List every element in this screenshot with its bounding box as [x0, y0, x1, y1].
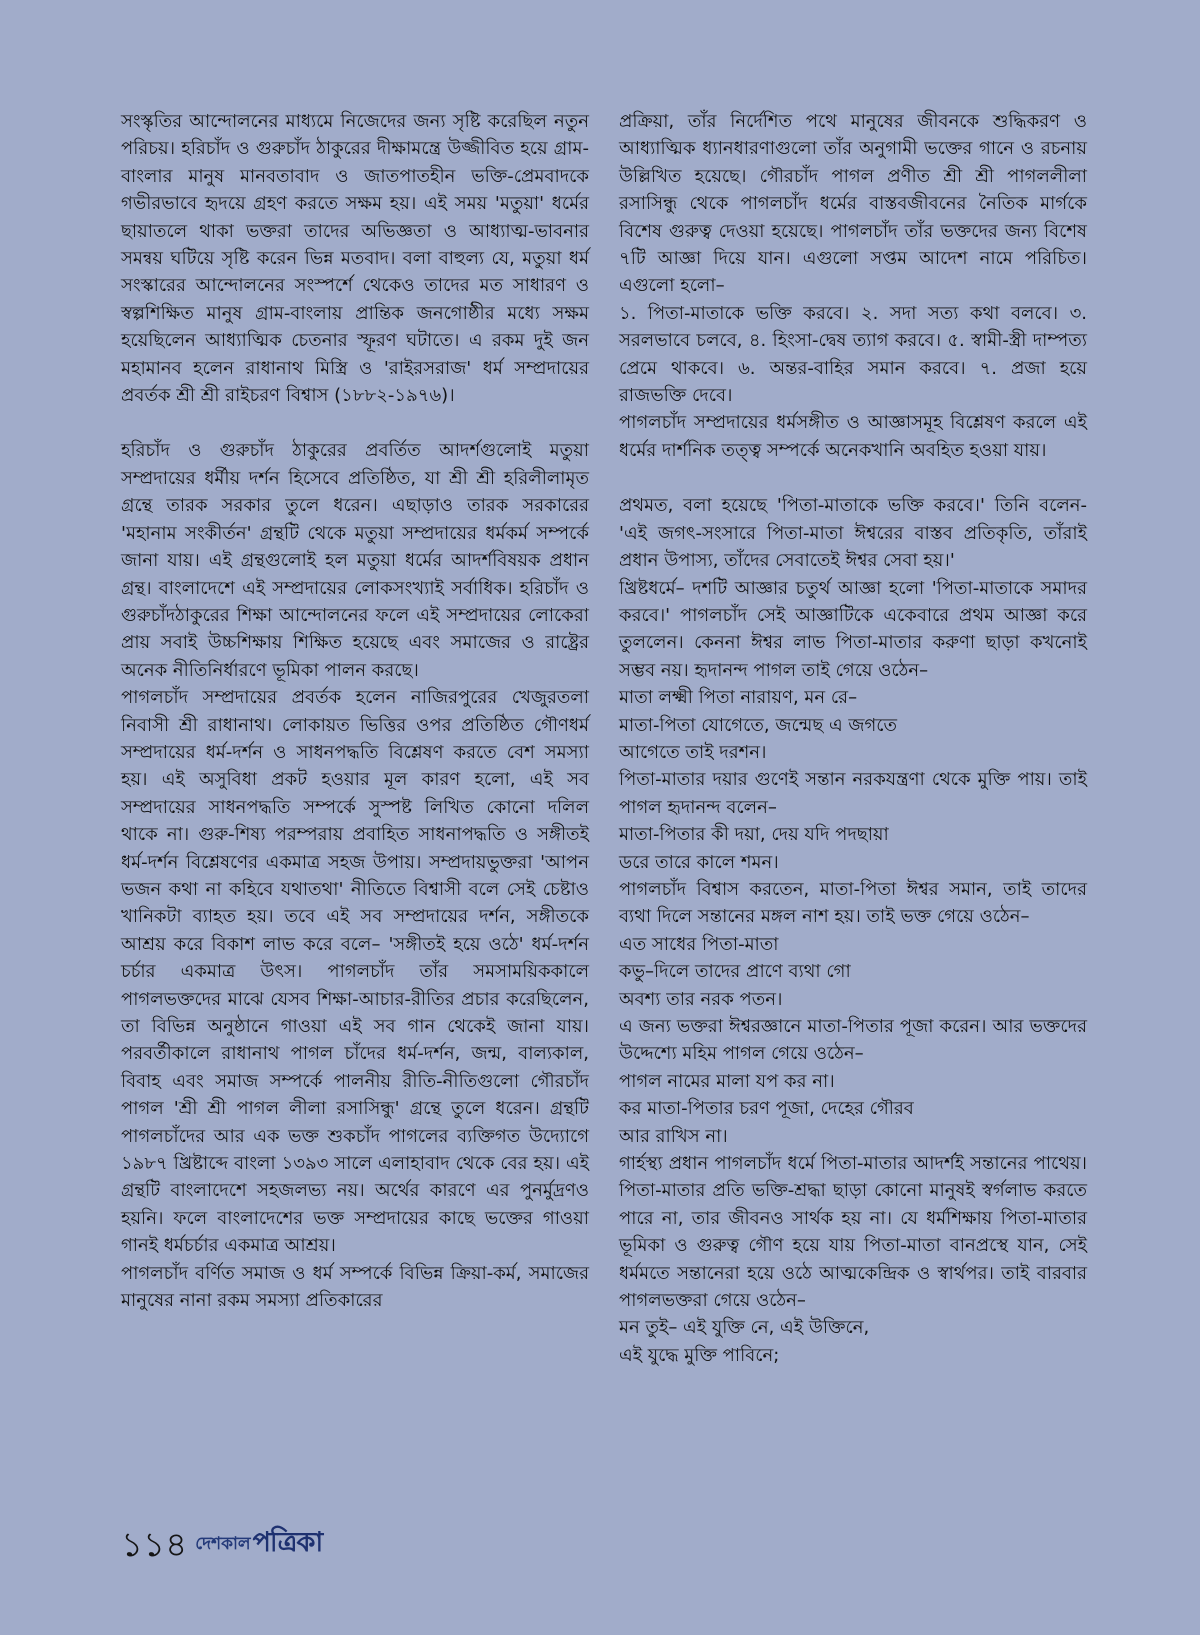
verse-line: অবশ্য তার নরক পতন। — [619, 988, 783, 1010]
verse-line: মাতা-পিতা যোগেতে, জন্মেছ এ জগতে — [619, 714, 897, 736]
verse-line: এত সাধের পিতা-মাতা — [619, 933, 779, 955]
paragraph: সংস্কৃতির আন্দোলনের মাধ্যমে নিজেদের জন্য সৃষ্টি করেছিল নতুন পরিচয়। হরিচাঁদ ও গুরুচাঁদ ঠাকুরের দীক্ষামন্ত্রে উজ্জীবিত হয়ে গ্রাম-বাংলার মানুষ মানবতাবাদ ও জাতপাতহীন ভক্তি-প্রেমবাদকে গভীরভাবে হৃদয়ে গ্রহণ করতে সক্ষম হয়। এই সময় 'মতুয়া' ধর্মের ছায়াতলে থাকা ভক্তরা তাদের অভিজ্ঞতা ও আধ্যাত্ম-ভাবনার সমন্বয় ঘটিয়ে সৃষ্টি করেন ভিন্ন মতবাদ। বলা বাহুল্য যে, মতুয়া ধর্ম সংস্কারের আন্দোলনের সংস্পর্শে থেকেও তাদের মত সাধারণ ও স্বল্পশিক্ষিত মানুষ গ্রাম-বাংলায় প্রান্তিক জনগোষ্ঠীর মধ্যে সক্ষম হয়েছিলেন আধ্যাত্মিক চেতনার স্ফূরণ ঘটাতে। এ রকম দুই জন মহামানব হলেন রাধানাথ মিস্ত্রি ও 'রাইরসরাজ' ধর্ম সম্প্রদায়ের প্রবর্তক শ্রী শ্রী রাইচরণ বিশ্বাস (১৮৮২-১৯৭৬)। — [121, 111, 589, 407]
verse-line: মাতা লক্ষ্মী পিতা নারায়ণ, মন রে– — [619, 687, 858, 709]
paragraph: খ্রিষ্টধর্মে– দশটি আজ্ঞার চতুর্থ আজ্ঞা হলো 'পিতা-মাতাকে সমাদর করবে।' পাগলচাঁদ সেই আজ্ঞাটিকে একেবারে প্রথম আজ্ঞা করে তুললেন। কেননা ঈশ্বর লাভ পিতা-মাতার করুণা ছাড়া কখনোই সম্ভব নয়। হৃদানন্দ পাগল তাই গেয়ে ওঠেন– — [619, 577, 1087, 681]
paragraph: প্রক্রিয়া, তাঁর নির্দেশিত পথে মানুষের জীবনকে শুদ্ধিকরণ ও আধ্যাত্মিক ধ্যানধারণাগুলো তাঁর অনুগামী ভক্তের গানে ও রচনায় উল্লিখিত হয়েছে। গৌরচাঁদ পাগল প্রণীত শ্রী শ্রী পাগললীলা রসাসিন্ধু থেকে পাগলচাঁদ ধর্মের বাস্তবজীবনের নৈতিক মার্গকে বিশেষ গুরুত্ব দেওয়া হয়েছে। পাগলচাঁদ তাঁর ভক্তদের জন্য বিশেষ ৭টি আজ্ঞা দিয়ে যান। এগুলো সপ্তম আদেশ নামে পরিচিত। এগুলো হলো– — [619, 111, 1087, 297]
paragraph: পাগলচাঁদ বিশ্বাস করতেন, মাতা-পিতা ঈশ্বর সমান, তাই তাদের ব্যথা দিলে সন্তানের মঙ্গল নাশ হয়। তাই ভক্ত গেয়ে ওঠেন– — [619, 878, 1087, 928]
paragraph: পিতা-মাতার দয়ার গুণেই সন্তান নরকযন্ত্রণা থেকে মুক্তি পায়। তাই পাগল হৃদানন্দ বলেন– — [619, 769, 1087, 818]
logo-small-text: দেশকাল — [195, 1533, 251, 1554]
verse-line: কভু–দিলে তাদের প্রাণে ব্যথা গো — [619, 961, 851, 983]
commandments-list: ১. পিতা-মাতাকে ভক্তি করবে। ২. সদা সত্য কথা বলবে। ৩. সরলভাবে চলবে, ৪. হিংসা-দ্বেষ ত্যাগ করবে। ৫. স্বামী-স্ত্রী দাম্পত্য প্রেমে থাকবে। ৬. অন্তর-বাহির সমান করবে। ৭. প্রজা হয়ে রাজভক্তি দেবে। — [619, 302, 1087, 407]
paragraph: পাগলচাঁদ সম্প্রদায়ের ধর্মসঙ্গীত ও আজ্ঞাসমূহ বিশ্লেষণ করলে এই ধর্মের দার্শনিক তত্ত্ব সম্পর্কে অনেকখানি অবহিত হওয়া যায়। — [619, 412, 1087, 461]
paragraph: এ জন্য ভক্তরা ঈশ্বরজ্ঞানে মাতা-পিতার পূজা করেন। আর ভক্তদের উদ্দেশ্যে মহিম পাগল গেয়ে ওঠেন– — [619, 1016, 1087, 1065]
paragraph: পাগলচাঁদ সম্প্রদায়ের প্রবর্তক হলেন নাজিরপুরের খেজুরতলা নিবাসী শ্রী রাধানাথ। লোকায়ত ভিত্তির ওপর প্রতিষ্ঠিত গৌণধর্ম সম্প্রদায়ের ধর্ম-দর্শন ও সাধনপদ্ধতি বিশ্লেষণ করতে বেশ সমস্যা হয়। এই অসুবিধা প্রকট হওয়ার মূল কারণ হলো, এই সব সম্প্রদায়ের সাধনপদ্ধতি সম্পর্কে সুস্পষ্ট লিখিত কোনো দলিল থাকে না। গুরু-শিষ্য পরম্পরায় প্রবাহিত সাধনাপদ্ধতি ও সঙ্গীতই ধর্ম-দর্শন বিশ্লেষণের একমাত্র সহজ উপায়। সম্প্রদায়ভুক্তরা 'আপন ভজন কথা না কহিবে যথাতথা' নীতিতে বিশ্বাসী বলে সেই চেষ্টাও খানিকটা ব্যাহত হয়। তবে এই সব সম্প্রদায়ের দর্শন, সঙ্গীতকে আশ্রয় করে বিকাশ লাভ করে বলে– 'সঙ্গীতই হয়ে ওঠে' ধর্ম-দর্শন চর্চার একমাত্র উৎস। পাগলচাঁদ তাঁর সমসাময়িককালে পাগলভক্তদের মাঝে যেসব শিক্ষা-আচার-রীতির প্রচার করেছিলেন, তা বিভিন্ন অনুষ্ঠানে গাওয়া এই সব গান থেকেই জানা যায়। পরবর্তীকালে রাধানাথ পাগল চাঁদের ধর্ম-দর্শন, জন্ম, বাল্যকাল, বিবাহ এবং সমাজ সম্পর্কে পালনীয় রীতি-নীতিগুলো গৌরচাঁদ পাগল 'শ্রী শ্রী পাগল লীলা রসাসিন্ধু' গ্রন্থে তুলে ধরেন। গ্রন্থটি পাগলচাঁদের আর এক ভক্ত শুকচাঁদ পাগলের ব্যক্তিগত উদ্যোগে ১৯৮৭ খ্রিষ্টাব্দে বাংলা ১৩৯৩ সালে এলাহাবাদ থেকে বের হয়। এই গ্রন্থটি বাংলাদেশে সহজলভ্য নয়। অর্থের কারণে এর পুনর্মুদ্রণও হয়নি। ফলে বাংলাদেশের ভক্ত সম্প্রদায়ের কাছে ভক্তের গাওয়া গানই ধর্মচর্চার একমাত্র আশ্রয়। — [121, 687, 589, 1257]
verse-line: ডরে তারে কালে শমন। — [619, 851, 779, 873]
magazine-logo — [195, 1522, 322, 1567]
verse-line: আর রাখিস না। — [619, 1125, 728, 1147]
verse-line: মন তুই– এই যুক্তি নে, এই উক্তিনে, — [619, 1317, 870, 1339]
paragraph: পাগলচাঁদ বর্ণিত সমাজ ও ধর্ম সম্পর্কে বিভিন্ন ক্রিয়া-কর্ম, সমাজের মানুষের নানা রকম সমস্যা প্রতিকারের — [121, 1262, 589, 1312]
paragraph: প্রথমত, বলা হয়েছে 'পিতা-মাতাকে ভক্তি করবে।' তিনি বলেন- 'এই জগৎ-সংসারে পিতা-মাতা ঈশ্বরের বাস্তব প্রতিকৃতি, তাঁরাই প্রধান উপাস্য, তাঁদের সেবাতেই ঈশ্বর সেবা হয়।' — [619, 495, 1087, 572]
page-footer — [121, 1522, 322, 1567]
left-column — [121, 108, 589, 1314]
right-column — [619, 108, 1087, 1369]
verse-line: আগেতে তাই দরশন। — [619, 741, 767, 763]
verse-line: কর মাতা-পিতার চরণ পূজা, দেহের গৌরব — [619, 1098, 914, 1120]
verse-line: মাতা-পিতার কী দয়া, দেয় যদি পদছায়া — [619, 824, 889, 846]
paragraph: হরিচাঁদ ও গুরুচাঁদ ঠাকুরের প্রবর্তিত আদর্শগুলোই মতুয়া সম্প্রদায়ের ধর্মীয় দর্শন হিসেবে প্রতিষ্ঠিত, যা শ্রী শ্রী হরিলীলামৃত গ্রন্থে তারক সরকার তুলে ধরেন। এছাড়াও তারক সরকারের 'মহানাম সংকীর্তন' গ্রন্থটি থেকে মতুয়া সম্প্রদায়ের ধর্মকর্ম সম্পর্কে জানা যায়। এই গ্রন্থগুলোই হল মতুয়া ধর্মের আদর্শবিষয়ক প্রধান গ্রন্থ। বাংলাদেশে এই সম্প্রদায়ের লোকসংখ্যাই সর্বাধিক। হরিচাঁদ ও গুরুচাঁদঠাকুরের শিক্ষা আন্দোলনের ফলে এই সম্প্রদায়ের লোকেরা প্রায় সবাই উচ্চশিক্ষায় শিক্ষিত হয়েছে এবং সমাজের ও রাষ্ট্রের অনেক নীতিনির্ধারণে ভূমিকা পালন করছে। — [121, 440, 589, 681]
page-number: ১১৪ — [121, 1524, 188, 1565]
paragraph: গার্হস্থ্য প্রধান পাগলচাঁদ ধর্মে পিতা-মাতার আদর্শই সন্তানের পাথেয়। পিতা-মাতার প্রতি ভক্তি-শ্রদ্ধা ছাড়া কোনো মানুষই স্বর্গলাভ করতে পারে না, তার জীবনও সার্থক হয় না। যে ধর্মশিক্ষায় পিতা-মাতার ভূমিকা ও গুরুত্ব গৌণ হয়ে যায় পিতা-মাতা বানপ্রস্থে যান, সেই ধর্মমতে সন্তানেরা হয়ে ওঠে আত্মকেন্দ্রিক ও স্বার্থপর। তাই বারবার পাগলভক্তরা গেয়ে ওঠেন– — [619, 1153, 1087, 1312]
verse-line: এই যুদ্ধে মুক্তি পাবিনে; — [619, 1344, 780, 1366]
verse-line: পাগল নামের মালা যপ কর না। — [619, 1070, 835, 1092]
logo-big-text: পত্রিকা — [252, 1527, 323, 1558]
